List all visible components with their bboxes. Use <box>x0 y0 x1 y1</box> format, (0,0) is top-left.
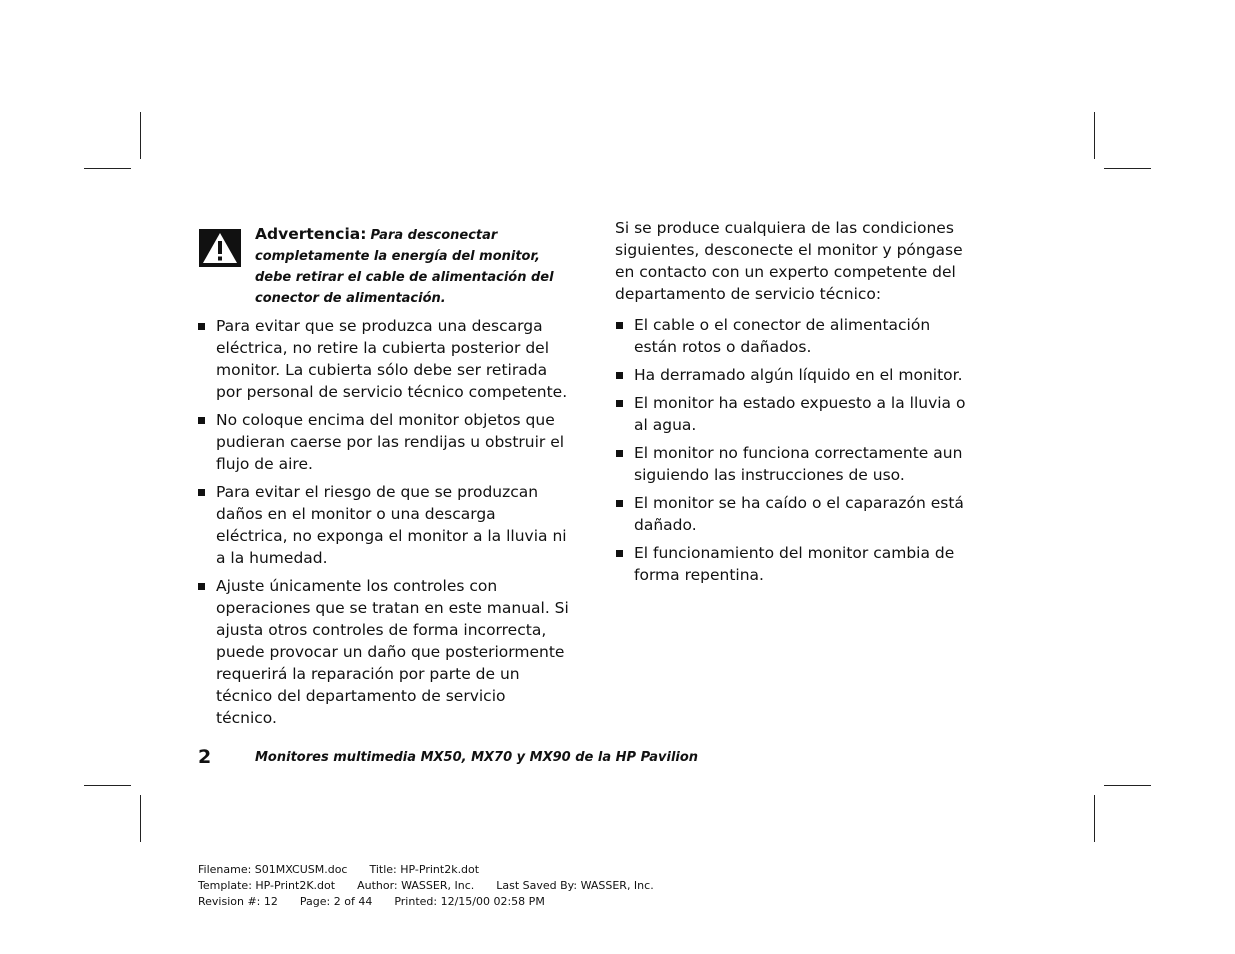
list-item: El monitor ha estado expuesto a la lluvia o al agua. <box>616 392 978 436</box>
list-item: El cable o el conector de alimentación están rotos o dañados. <box>616 314 978 358</box>
crop-mark-bottom-left-vertical <box>140 795 141 842</box>
meta-template: Template: HP-Print2K.dot <box>198 879 336 892</box>
meta-author: Author: WASSER, Inc. <box>357 879 475 892</box>
list-item: Para evitar el riesgo de que se produzcan daños en el monitor o una descarga eléctrica, no exponga el monitor a la lluvia ni a la humedad. <box>198 481 570 569</box>
footer-title: Monitores multimedia MX50, MX70 y MX90 de la HP Pavilion <box>255 750 699 765</box>
list-item: El monitor se ha caído o el caparazón está dañado. <box>616 492 978 536</box>
right-intro-paragraph: Si se produce cualquiera de las condiciones siguientes, desconecte el monitor y póngase en contacto con un experto competente del departamento de servicio técnico: <box>615 219 963 303</box>
crop-mark-top-right-horizontal <box>1104 168 1151 169</box>
crop-mark-bottom-right-vertical <box>1094 795 1095 842</box>
left-bullet-list <box>198 315 570 735</box>
warning-title: Advertencia: <box>255 225 367 243</box>
right-bullet-list <box>616 314 978 592</box>
crop-mark-top-left-horizontal <box>84 168 131 169</box>
warning-body: Para desconectar completamente la energía del monitor, debe retirar el cable de alimentación del conector de alimentación. <box>255 228 554 306</box>
warning-block <box>199 224 569 309</box>
list-item: Para evitar que se produzca una descarga eléctrica, no retire la cubierta posterior del monitor. La cubierta sólo debe ser retirada por personal de servicio técnico competente. <box>198 315 570 403</box>
crop-mark-bottom-right-horizontal <box>1104 785 1151 786</box>
meta-revision: Revision #: 12 <box>198 895 278 908</box>
meta-filename: Filename: S01MXCUSM.doc <box>198 863 348 876</box>
list-item: El funcionamiento del monitor cambia de forma repentina. <box>616 542 978 586</box>
crop-mark-top-left-vertical <box>140 112 141 159</box>
page-number: 2 <box>198 746 212 768</box>
list-item: El monitor no funciona correctamente aun siguiendo las instrucciones de uso. <box>616 442 978 486</box>
warning-icon <box>199 229 241 267</box>
warning-text <box>255 224 569 309</box>
crop-mark-bottom-left-horizontal <box>84 785 131 786</box>
meta-printed: Printed: 12/15/00 02:58 PM <box>394 895 545 908</box>
document-metadata <box>198 862 676 910</box>
meta-page: Page: 2 of 44 <box>299 895 373 908</box>
list-item: No coloque encima del monitor objetos que pudieran caerse por las rendijas u obstruir el flujo de aire. <box>198 409 570 475</box>
list-item: Ajuste únicamente los controles con operaciones que se tratan en este manual. Si ajusta otros controles de forma incorrecta, puede provocar un daño que posteriormente requerirá la reparación por parte de un técnico del departamento de servicio técnico. <box>198 575 570 729</box>
meta-last-saved: Last Saved By: WASSER, Inc. <box>496 879 654 892</box>
crop-mark-top-right-vertical <box>1094 112 1095 159</box>
meta-title: Title: HP-Print2k.dot <box>369 863 480 876</box>
list-item: Ha derramado algún líquido en el monitor. <box>616 364 978 386</box>
